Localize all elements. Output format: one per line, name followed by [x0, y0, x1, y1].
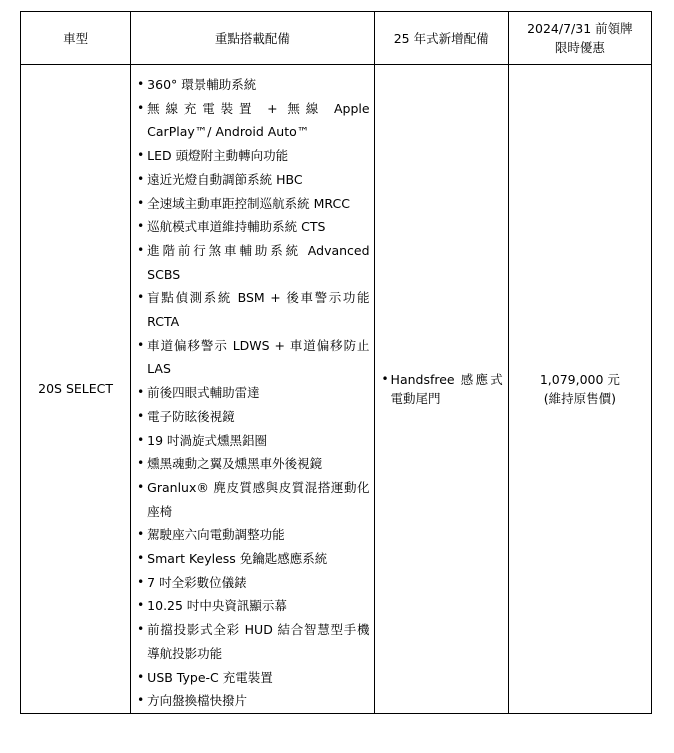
header-row — [21, 12, 652, 65]
header-model: 車型 — [21, 12, 131, 65]
bullet-icon: • — [137, 77, 145, 91]
list-item — [136, 618, 369, 665]
list-item — [136, 689, 369, 713]
bullet-icon: • — [137, 574, 145, 589]
header-new-equipment: 25 年式新增配備 — [374, 12, 508, 65]
list-item-text: 無線充電裝置 + 無線 Apple CarPlay™/ Android Auto™ — [147, 100, 370, 140]
equipment-cell — [131, 65, 374, 714]
list-item-text: 進階前行煞車輔助系統 Advanced SCBS — [147, 242, 370, 282]
list-item — [136, 168, 369, 192]
header-equipment: 重點搭載配備 — [131, 12, 374, 65]
bullet-icon: • — [137, 195, 145, 210]
bullet-icon: • — [137, 290, 145, 305]
list-item — [136, 192, 369, 216]
bullet-icon: • — [137, 669, 145, 684]
list-item-text: 方向盤換檔快撥片 — [147, 693, 248, 709]
bullet-icon: • — [137, 337, 145, 352]
bullet-icon: • — [137, 385, 145, 400]
list-item-text: 電子防眩後視鏡 — [147, 408, 235, 424]
list-item-text: LED 頭燈附主動轉向功能 — [147, 148, 289, 164]
list-item — [136, 429, 369, 453]
bullet-icon: • — [137, 693, 145, 708]
bullet-icon: • — [137, 100, 145, 115]
list-item — [136, 476, 369, 523]
list-item — [136, 286, 369, 333]
model-cell: 20S SELECT — [21, 65, 131, 714]
list-item — [136, 73, 369, 97]
list-item-text: 燻黑魂動之翼及燻黑車外後視鏡 — [147, 456, 323, 472]
list-item — [136, 334, 369, 381]
list-item-text: 遠近光燈自動調節系統 HBC — [147, 171, 303, 187]
list-item — [136, 547, 369, 571]
list-item — [136, 239, 369, 286]
bullet-icon: • — [137, 479, 145, 494]
bullet-icon: • — [137, 171, 145, 186]
bullet-icon: • — [137, 219, 145, 234]
list-item-text: 10.25 吋中央資訊顯示幕 — [147, 598, 287, 614]
list-item-text: 前後四眼式輔助雷達 — [147, 385, 260, 401]
price-cell — [508, 65, 651, 714]
bullet-icon: • — [137, 408, 145, 423]
price-note: (維持原售價) — [543, 390, 616, 406]
bullet-icon: • — [137, 432, 145, 447]
header-price — [508, 12, 651, 65]
bullet-icon: • — [137, 622, 145, 637]
list-item-text: 19 吋渦旋式燻黑鋁圈 — [147, 432, 268, 448]
new-equipment-cell — [374, 65, 508, 714]
equipment-list — [136, 73, 369, 713]
new-equipment-list — [381, 370, 503, 408]
bullet-icon: • — [381, 371, 389, 386]
list-item-text: 盲點偵測系統 BSM + 後車警示功能 RCTA — [147, 290, 370, 330]
list-item — [136, 97, 369, 144]
list-item — [136, 571, 369, 595]
header-price-text: 2024/7/31 前領牌限時優惠 — [527, 21, 633, 55]
list-item-text: Granlux® 麂皮質感與皮質混搭運動化座椅 — [147, 479, 370, 519]
list-item — [136, 144, 369, 168]
list-item-text: 360° 環景輔助系統 — [147, 77, 257, 92]
list-item-text: 車道偏移警示 LDWS + 車道偏移防止 LAS — [147, 337, 370, 377]
list-item-text: USB Type-C 充電裝置 — [147, 669, 273, 685]
price-value: 1,079,000 元 — [539, 371, 620, 387]
list-item-text: Smart Keyless 免鑰匙感應系統 — [147, 551, 328, 567]
table-row — [21, 65, 652, 714]
list-item — [136, 666, 369, 690]
spec-table — [20, 11, 652, 714]
list-item — [136, 381, 369, 405]
list-item — [136, 523, 369, 547]
list-item — [136, 594, 369, 618]
list-item-text: 7 吋全彩數位儀錶 — [147, 574, 247, 590]
list-item-text: 全速域主動車距控制巡航系統 MRCC — [147, 195, 350, 211]
list-item — [381, 370, 503, 408]
list-item-text: Handsfree 感應式電動尾門 — [390, 371, 503, 406]
bullet-icon: • — [137, 456, 145, 471]
list-item-text: 前擋投影式全彩 HUD 結合智慧型手機導航投影功能 — [147, 622, 370, 661]
bullet-icon: • — [137, 527, 145, 542]
bullet-icon: • — [137, 242, 145, 257]
bullet-icon: • — [137, 148, 145, 163]
list-item — [136, 215, 369, 239]
list-item-text: 駕駛座六向電動調整功能 — [147, 527, 285, 543]
bullet-icon: • — [137, 598, 145, 613]
list-item — [136, 452, 369, 476]
list-item — [136, 405, 369, 429]
bullet-icon: • — [137, 551, 145, 566]
list-item-text: 巡航模式車道維持輔助系統 CTS — [147, 219, 326, 235]
